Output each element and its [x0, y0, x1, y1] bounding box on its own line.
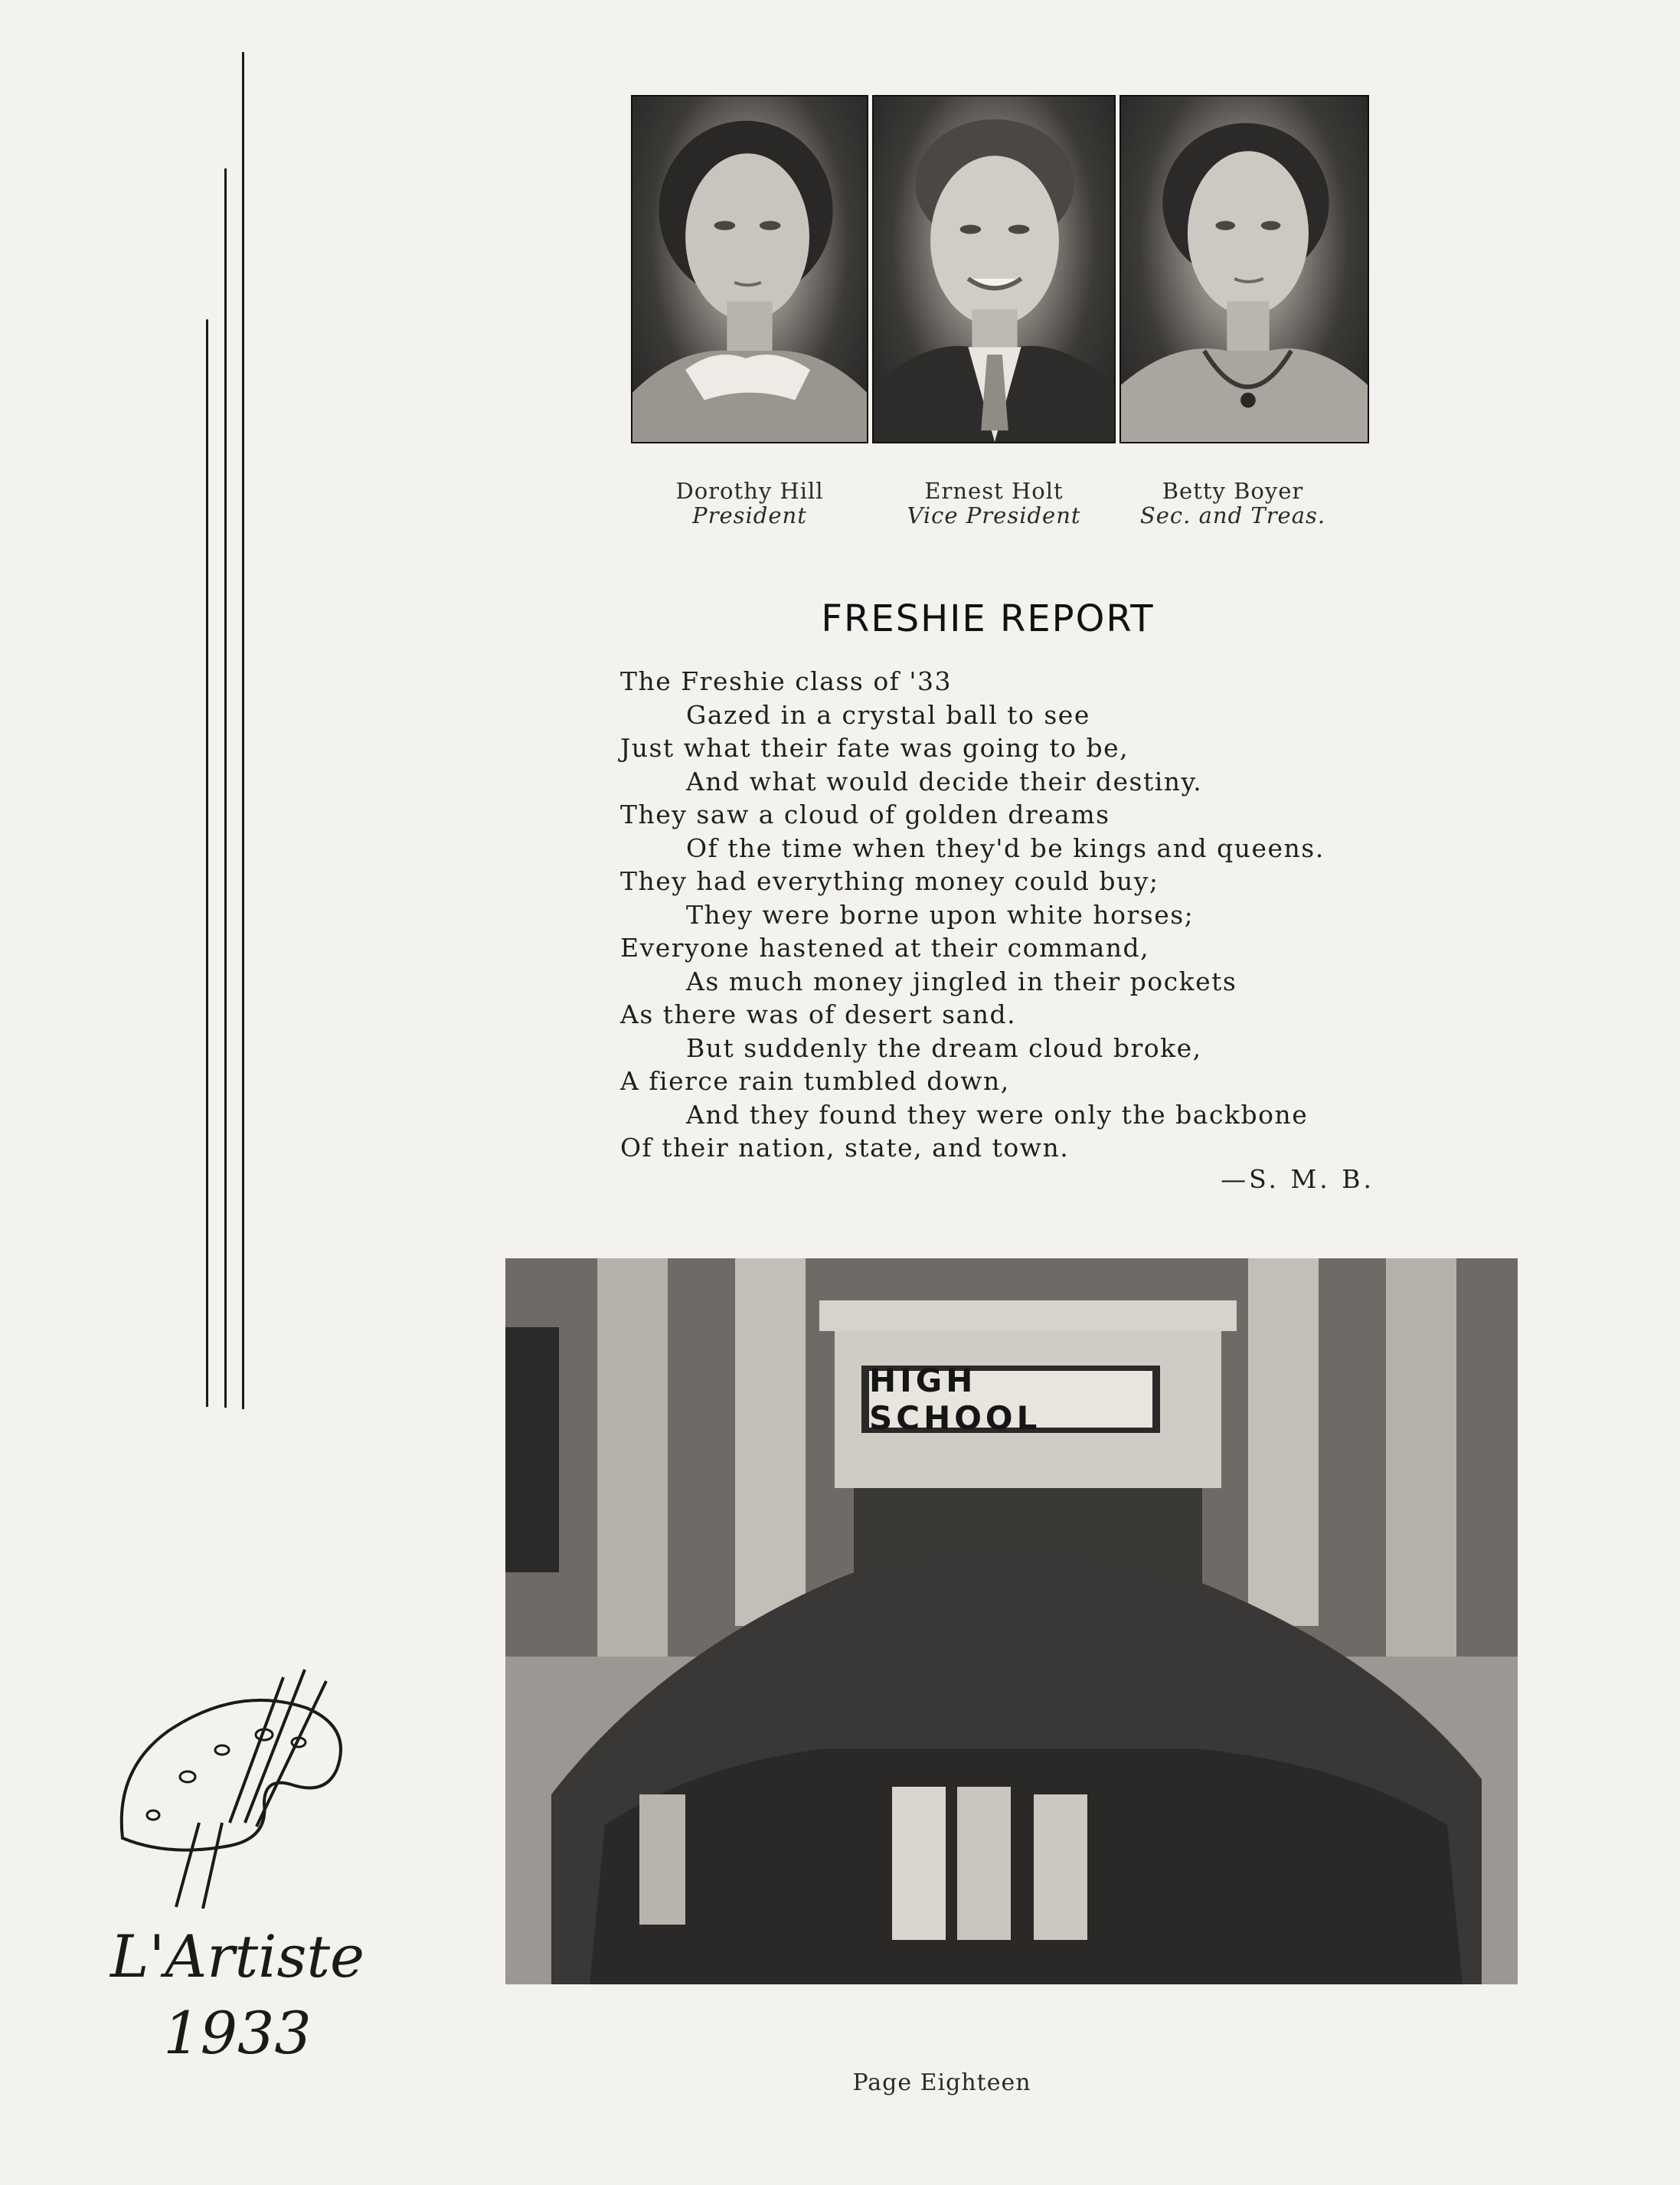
- logo-wordmark: L'Artiste: [110, 1922, 364, 1990]
- palette-logo-icon: [107, 1593, 391, 1915]
- report-title: FRESHIE REPORT: [821, 597, 1155, 640]
- caption-secretary-treasurer: [1106, 479, 1359, 528]
- officer-role: Sec. and Treas.: [1139, 502, 1326, 528]
- poem-line: Of the time when they'd be kings and queens.: [686, 832, 1325, 863]
- poem-line: The Freshie class of '33: [620, 666, 952, 696]
- poem: [620, 665, 1386, 1165]
- decorative-rule-2: [224, 168, 227, 1408]
- poem-line: They had everything money could buy;: [620, 866, 1159, 896]
- officer-role: Vice President: [907, 502, 1081, 528]
- poem-line: Gazed in a crystal ball to see: [686, 699, 1090, 730]
- page-number: Page Eighteen: [852, 2069, 1031, 2096]
- poem-line: As much money jingled in their pockets: [686, 966, 1237, 996]
- poem-line: But suddenly the dream cloud broke,: [686, 1032, 1202, 1063]
- poem-line: Everyone hastened at their command,: [620, 933, 1150, 963]
- poem-line: As there was of desert sand.: [620, 999, 1017, 1029]
- high-school-sign: HIGH SCHOOL: [869, 1362, 1041, 1437]
- decorative-rule-1: [242, 52, 244, 1409]
- logo-year: 1933: [163, 1999, 312, 2067]
- caption-vice-president: [868, 479, 1120, 528]
- caption-president: [623, 479, 876, 528]
- class-group-photo: [505, 1258, 1518, 1984]
- decorative-rule-3: [206, 319, 208, 1407]
- officer-role: President: [692, 502, 807, 528]
- poem-signature: —S. M. B.: [1221, 1164, 1374, 1194]
- officer-name: Betty Boyer: [1162, 478, 1304, 504]
- portrait-president: [631, 95, 868, 443]
- officer-name: Ernest Holt: [924, 478, 1064, 504]
- poem-line: They saw a cloud of golden dreams: [620, 800, 1110, 829]
- poem-line: And what would decide their destiny.: [686, 766, 1203, 796]
- poem-line: And they found they were only the backbone: [686, 1099, 1309, 1130]
- portrait-vice-president: [872, 95, 1116, 443]
- poem-line: A fierce rain tumbled down,: [620, 1066, 1010, 1096]
- poem-line: Just what their fate was going to be,: [620, 733, 1129, 763]
- officer-name: Dorothy Hill: [675, 478, 824, 504]
- poem-line: They were borne upon white horses;: [686, 899, 1195, 930]
- portrait-secretary-treasurer: [1119, 95, 1369, 443]
- poem-line: Of their nation, state, and town.: [620, 1133, 1070, 1163]
